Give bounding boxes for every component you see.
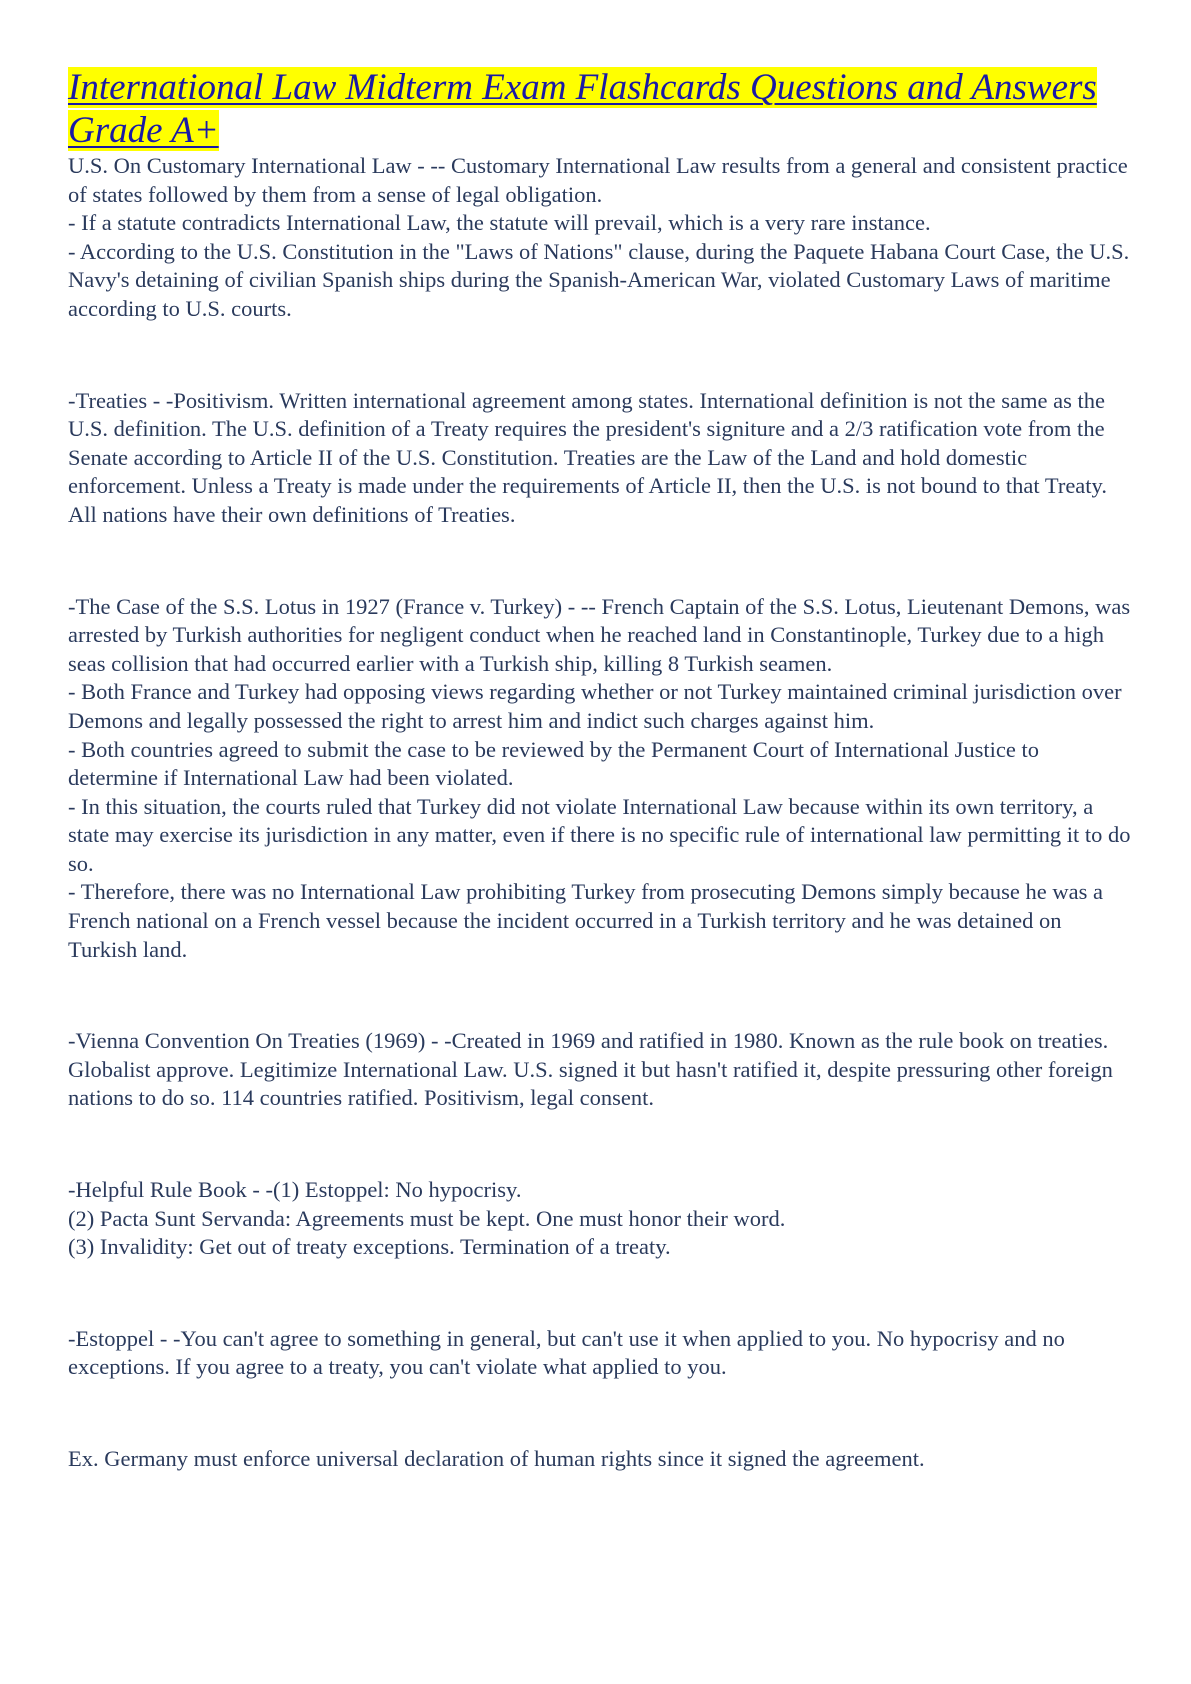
spacer: [68, 964, 1133, 1027]
entry-line: -The Case of the S.S. Lotus in 1927 (France v. Turkey) - -- French Captain of the S.S. Lotus, Lieutenant Demons, was arrested by Turkish authorities for negligent conduct when he reached land in Constantinople, Turkey due to a high seas collision that had occurred earlier with a Turkish ship, killing 8 Turkish seamen.: [68, 593, 1131, 676]
flashcard-rule-book: [68, 1176, 1133, 1262]
entry-line: (2) Pacta Sunt Servanda: Agreements must be kept. One must honor their word.: [68, 1205, 786, 1231]
entry-line: -Estoppel - -You can't agree to something in general, but can't use it when applied to you. No hypocrisy and no exceptions. If you agree to a treaty, you can't violate what applied to you.: [68, 1325, 1065, 1380]
entry-line: - Both France and Turkey had opposing views regarding whether or not Turkey maintained criminal jurisdiction over Demons and legally possessed the right to arrest him and indict such charges against him.: [68, 679, 1122, 733]
entry-line: - Therefore, there was no International Law prohibiting Turkey from prosecuting Demons simply because he was a French national on a French vessel because the incident occurred in a Turkish territory and he was detained on Turkish land.: [68, 879, 1103, 962]
entry-line: - In this situation, the courts ruled that Turkey did not violate International Law because within its own territory, a state may exercise its jurisdiction in any matter, even if there is no specific rule of international law permitting it to do so.: [68, 793, 1131, 876]
entry-line: -Treaties - -Positivism. Written international agreement among states. International definition is not the same as the U.S. definition. The U.S. definition of a Treaty requires the president's signiture and a 2/3 ratification vote from the Senate according to Article II of the U.S. Constitution. Treaties are the Law of the Land and hold domestic enforcement. Unless a Treaty is made under the requirements of Article II, then the U.S. is not bound to that Treaty. All nations have their own definitions of Treaties.: [68, 387, 1107, 527]
flashcard-lotus-case: [68, 593, 1133, 965]
entry-line: U.S. On Customary International Law - -- Customary International Law results from a general and consistent practice of states followed by them from a sense of legal obligation.: [68, 153, 1128, 207]
spacer: [68, 530, 1133, 593]
entry-line: - If a statute contradicts International Law, the statute will prevail, which is a very rare instance.: [68, 210, 931, 236]
entry-line: -Vienna Convention On Treaties (1969) - -Created in 1969 and ratified in 1980. Known as the rule book on treaties. Globalist approve. Legitimize International Law. U.S. signed it but hasn't ratified it, despite pressuring other foreign nations to do so. 114 countries ratified. Positivism, legal consent.: [68, 1028, 1113, 1111]
entry-line: - According to the U.S. Constitution in the "Laws of Nations" clause, during the Paquete Habana Court Case, the U.S. Navy's detaining of civilian Spanish ships during the Spanish-American War, violated Customary Laws of maritime according to U.S. courts.: [68, 238, 1130, 321]
entry-line: - Both countries agreed to submit the case to be reviewed by the Permanent Court of International Justice to determine if International Law had been violated.: [68, 736, 1039, 791]
flashcard-vienna-convention: [68, 1027, 1133, 1113]
flashcard-estoppel: [68, 1325, 1133, 1382]
flashcard-customary-law: [68, 152, 1133, 324]
document-page: [68, 66, 1133, 1474]
spacer: [68, 324, 1133, 387]
document-body: [68, 152, 1133, 1474]
flashcard-example: [68, 1445, 1133, 1474]
entry-line: Ex. Germany must enforce universal declaration of human rights since it signed the agreement.: [68, 1446, 925, 1471]
title-text: International Law Midterm Exam Flashcards Questions and Answers Grade A+: [68, 67, 1097, 151]
spacer: [68, 1382, 1133, 1445]
spacer: [68, 1262, 1133, 1325]
entry-line: (3) Invalidity: Get out of treaty exceptions. Termination of a treaty.: [68, 1234, 671, 1260]
spacer: [68, 1113, 1133, 1176]
document-title: [68, 66, 1133, 152]
entry-line: -Helpful Rule Book - -(1) Estoppel: No hypocrisy.: [68, 1177, 522, 1203]
flashcard-treaties: [68, 387, 1133, 530]
